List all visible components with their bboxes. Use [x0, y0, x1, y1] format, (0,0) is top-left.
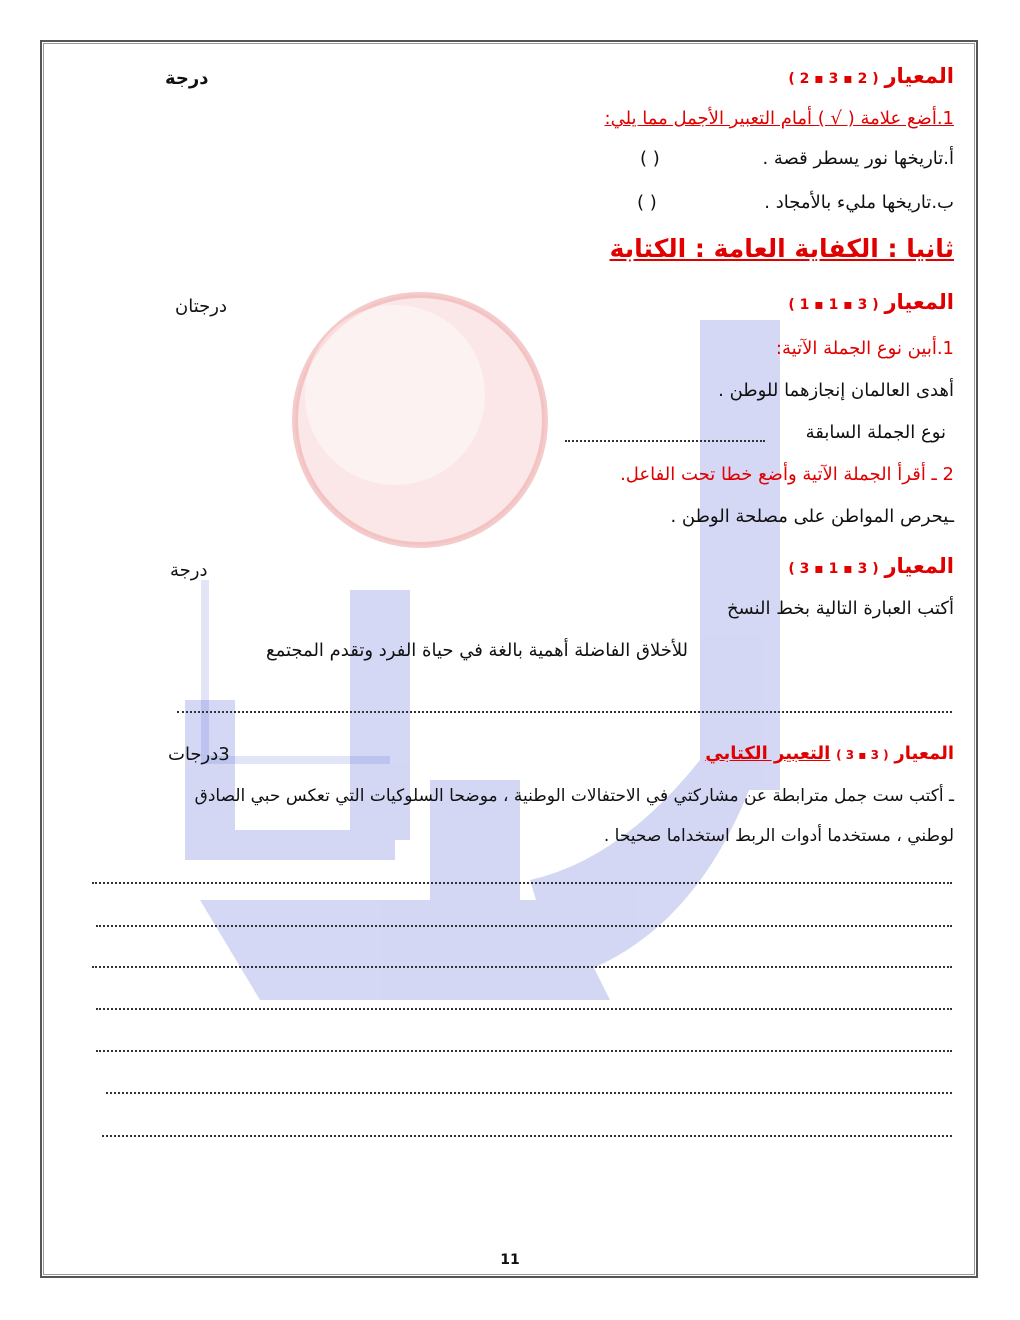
option-b	[764, 192, 954, 213]
instruction-line-1: ـ أكتب ست جمل مترابطة عن مشاركتي في الاحتفالات الوطنية ، موضحا السلوكيات التي تعكس حبي الصادق	[194, 786, 954, 806]
answer-line[interactable]	[565, 440, 765, 442]
section-title: التعبير الكتابي	[705, 743, 831, 764]
criterion-heading-2	[788, 290, 954, 314]
criterion-label: المعيار	[894, 743, 954, 764]
score-label: درجة	[170, 560, 208, 581]
answer-line[interactable]	[96, 1050, 952, 1052]
answer-line[interactable]	[102, 1135, 952, 1137]
section-heading: ثانيا : الكفاية العامة : الكتابة	[609, 234, 954, 263]
score-label: 3درجات	[168, 744, 230, 765]
score-label: درجة	[165, 68, 209, 89]
criterion-heading-1	[788, 64, 954, 88]
criterion-label: المعيار	[884, 64, 954, 88]
answer-line[interactable]	[106, 1092, 952, 1094]
question-instruction: 2 ـ أقرأ الجملة الآتية وأضع خطا تحت الفاعل.	[620, 464, 954, 485]
sentence-type-label: نوع الجملة السابقة	[805, 422, 946, 443]
criterion-label: المعيار	[884, 290, 954, 314]
answer-line[interactable]	[92, 882, 952, 884]
criterion-heading-3	[788, 554, 954, 578]
sentence: ـيحرص المواطن على مصلحة الوطن .	[670, 506, 954, 527]
criterion-code: ( 3 ▪ 1 ▪ 3 )	[788, 561, 879, 577]
answer-line[interactable]	[96, 1008, 952, 1010]
criterion-code: ( 3 ▪ 1 ▪ 1 )	[788, 297, 879, 313]
sentence: أهدى العالمان إنجازهما للوطن .	[718, 380, 954, 401]
option-b-answer-box[interactable]: ( )	[637, 192, 657, 213]
criterion-code: ( 3 ▪ 3 )	[836, 748, 889, 762]
option-a	[762, 148, 954, 169]
answer-line[interactable]	[96, 925, 952, 927]
option-b-text: ب.تاريخها مليء بالأمجاد .	[764, 192, 954, 213]
instruction: أكتب العبارة التالية بخط النسخ	[726, 598, 954, 619]
question-instruction: 1.أضع علامة ( √ ) أمام التعبير الأجمل مما يلي:	[604, 108, 954, 129]
score-label: درجتان	[175, 296, 227, 317]
answer-line[interactable]	[177, 711, 952, 713]
criterion-code: ( 2 ▪ 3 ▪ 2 )	[788, 71, 879, 87]
question-instruction: 1.أبين نوع الجملة الآتية:	[775, 338, 954, 359]
page-number: 11	[500, 1252, 520, 1268]
option-a-text: أ.تاريخها نور يسطر قصة .	[762, 148, 954, 169]
answer-line[interactable]	[92, 966, 952, 968]
copy-phrase: للأخلاق الفاضلة أهمية بالغة في حياة الفرد وتقدم المجتمع	[266, 640, 689, 661]
option-a-answer-box[interactable]: ( )	[640, 148, 660, 169]
criterion-heading-4	[705, 740, 954, 764]
instruction-line-2: لوطني ، مستخدما أدوات الربط استخداما صحيحا .	[603, 826, 954, 846]
criterion-label: المعيار	[884, 554, 954, 578]
